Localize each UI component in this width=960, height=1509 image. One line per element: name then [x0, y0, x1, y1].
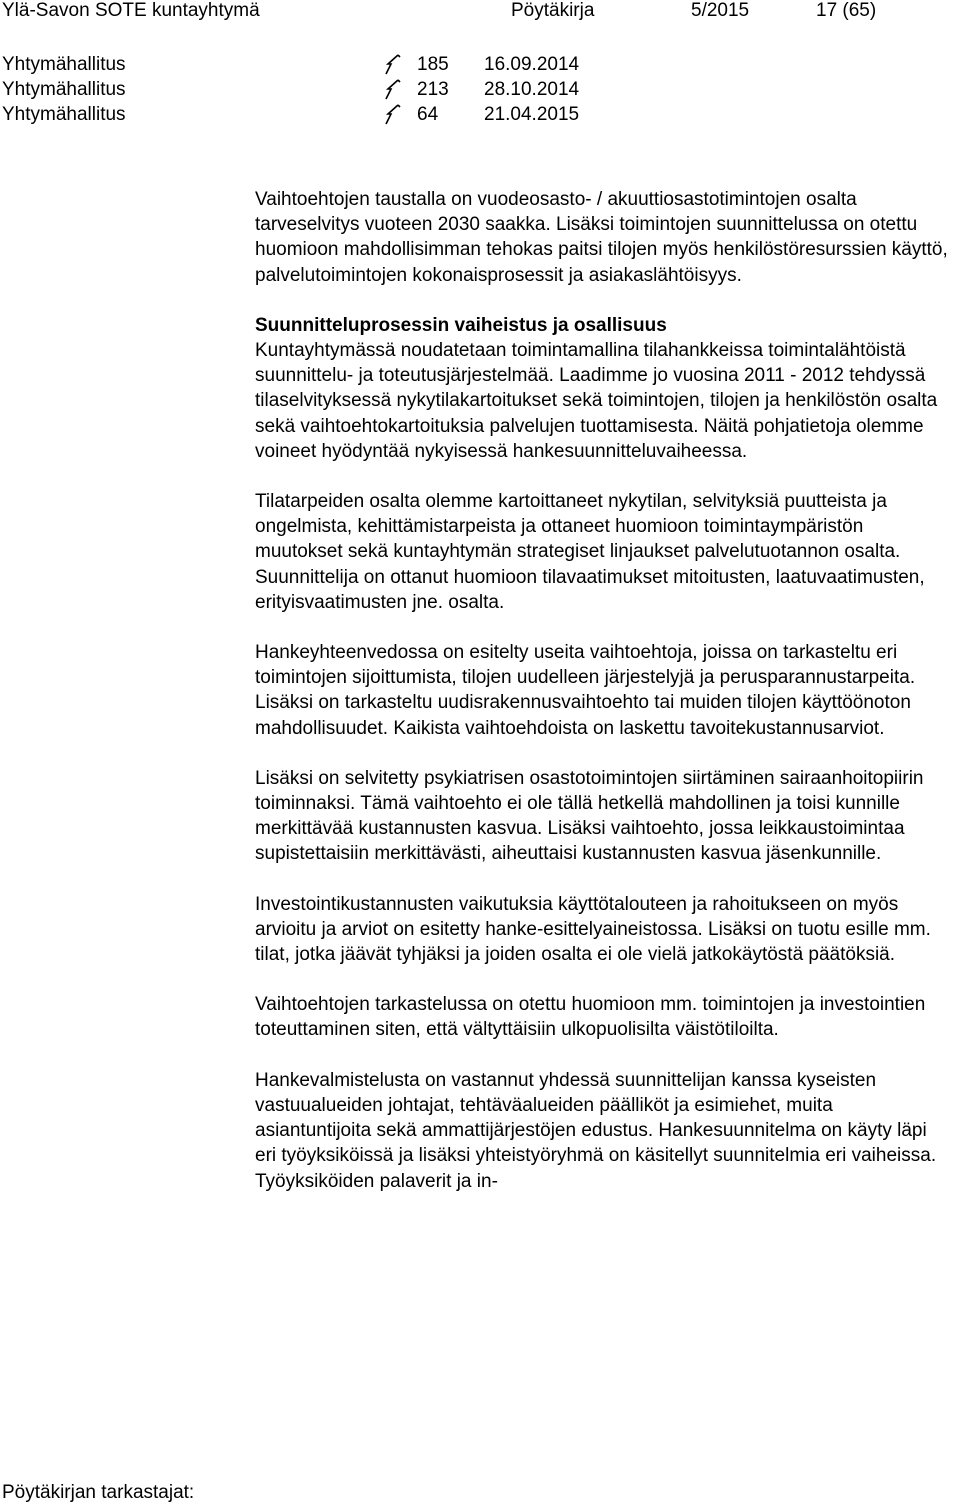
- hand-pointer-icon[interactable]: [385, 54, 401, 75]
- hand-pointer-icon[interactable]: [385, 79, 401, 100]
- reference-row: [0, 52, 960, 77]
- reference-body: Yhtymähallitus: [2, 104, 126, 125]
- reference-date: 16.09.2014: [484, 54, 580, 75]
- reference-number: 64: [417, 104, 439, 125]
- page-number: 17 (65): [816, 0, 877, 21]
- hand-pointer-icon[interactable]: [385, 104, 401, 125]
- reference-date: 28.10.2014: [484, 79, 580, 100]
- organization-name: Ylä-Savon SOTE kuntayhtymä: [2, 0, 260, 21]
- paragraph-alternatives: Hankeyhteenvedossa on esitelty useita vaihtoehtoja, joissa on tarkasteltu eri toimintojen sijoittumista, tilojen uudelleen järjestelyjä ja perusparannustarpeita. Lisäksi on tarkasteltu uudisrakennusvaihtoehto tai muiden tilojen käyttöönoton mahdollisuudet. Kaikista vaihtoehdoista on laskettu tavoitekustannusarviot.: [255, 642, 916, 739]
- reference-number: 185: [417, 54, 449, 75]
- reference-row: [0, 77, 960, 102]
- paragraph-evaluation: Vaihtoehtojen tarkastelussa on otettu huomioon mm. toimintojen ja investointien toteuttaminen siten, että vältyttäisiin ulkopuolisilta väistötiloilta.: [255, 994, 926, 1041]
- meeting-references: [0, 52, 960, 127]
- paragraph-investment: Investointikustannusten vaikutuksia käyttötalouteen ja rahoitukseen on myös arvioitu ja arviot on esitetty hanke-esittelyaineistossa. Lisäksi on tuotu esille mm. tilat, jotka jäävät tyhjäksi ja joiden osalta ei ole vielä jatkokäytöstä päätöksiä.: [255, 893, 931, 966]
- reference-body: Yhtymähallitus: [2, 79, 126, 100]
- paragraph-preparation: Hankevalmistelusta on vastannut yhdessä suunnittelijan kanssa kyseisten vastuualueiden johtajat, tehtäväalueiden päälliköt ja esimiehet, muita asiantuntijoita sekä ammattijärjestöjen edustus. Hankesuunnitelma on käyty läpi eri työyksiköissä ja lisäksi yhteistyöryhmä on käsitellyt suunnitelmia eri vaiheissa. Työyksiköiden palaverit ja in-: [255, 1069, 937, 1192]
- document-number: 5/2015: [691, 0, 750, 21]
- reference-body: Yhtymähallitus: [2, 54, 126, 75]
- paragraph-space-needs: Tilatarpeiden osalta olemme kartoittaneet nykytilan, selvityksiä puutteista ja ongelmista, kehittämistarpeista ja ottaneet huomioon toimintaympäristön muutokset sekä kuntayhtymän strategiset linjaukset palvelutuotannon osalta. Suunnittelija on ottanut huomioon tilavaatimukset mitoitusten, laatuvaatimusten, erityisvaatimusten jne. osalta.: [255, 491, 925, 613]
- minutes-reviewers-label: Pöytäkirjan tarkastajat:: [2, 1482, 195, 1503]
- page-header: [0, 0, 960, 22]
- paragraph-process: Kuntayhtymässä noudatetaan toimintamallina tilahankkeissa toimintalähtöistä suunnittelu- ja toteutusjärjestelmää. Laadimme jo vuosina 2011 - 2012 tehdyssä tilaselvityksessä nykytilakartoitukset sekä toimintojen, tilojen ja henkilöstön osalta sekä vaihtoehtokartoituksia palvelujen tuottamisesta. Näitä pohjatietoja olemme voineet hyödyntää nykyisessä hankesuunnitteluvaiheessa.: [255, 340, 938, 462]
- section-heading: Suunnitteluprosessin vaiheistus ja osallisuus: [255, 314, 667, 336]
- paragraph-background: Vaihtoehtojen taustalla on vuodeosasto- / akuuttiosastotimintojen osalta tarveselvitys vuoteen 2030 saakka. Lisäksi toimintojen suunnittelussa on otettu huomioon mahdollisimman tehokas paitsi tilojen myös henkilöstöresurssien käyttö, palvelutoimintojen kokonaisprosessit ja asiakaslähtöisyys.: [255, 189, 948, 286]
- paragraph-psychiatry: Lisäksi on selvitetty psykiatrisen osastotoimintojen siirtäminen sairaanhoitopiirin toiminnaksi. Tämä vaihtoehto ei ole tällä hetkellä mahdollinen ja toisi kunnille merkittävää kustannusten kasvua. Lisäksi vaihtoehto, jossa leikkaustoimintaa supistettaisiin merkittävästi, aiheuttaisi kustannusten kasvua jäsenkunnille.: [255, 767, 924, 865]
- document-body: [255, 187, 950, 1194]
- reference-date: 21.04.2015: [484, 104, 580, 125]
- document-type: Pöytäkirja: [511, 0, 595, 21]
- reference-number: 213: [417, 79, 449, 100]
- reference-row: [0, 102, 960, 127]
